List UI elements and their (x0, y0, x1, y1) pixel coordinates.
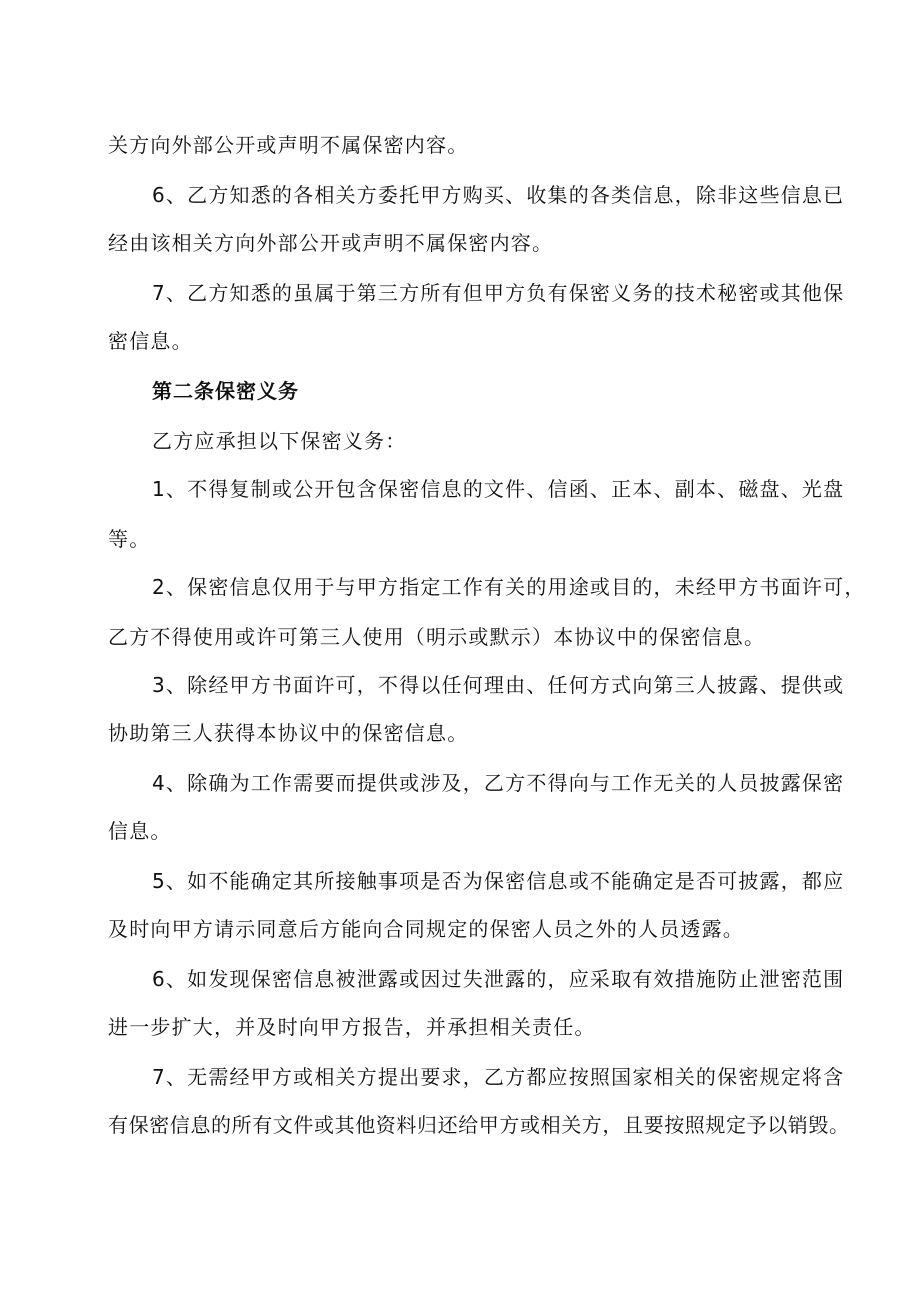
text-line: 7、乙方知悉的虽属于第三方所有但甲方负有保密义务的技术秘密或其他保 (152, 281, 845, 305)
text-line: 6、乙方知悉的各相关方委托甲方购买、收集的各类信息，除非这些信息已 (152, 183, 845, 207)
text-line: 乙方不得使用或许可第三人使用（明示或默示）本协议中的保密信息。 (108, 625, 766, 649)
text-line: 信息。 (108, 819, 172, 843)
text-line: 2、保密信息仅用于与甲方指定工作有关的用途或目的，未经甲方书面许可， (152, 575, 866, 599)
text-line: 进一步扩大，并及时向甲方报告，并承担相关责任。 (108, 1015, 596, 1039)
text-line: 7、无需经甲方或相关方提出要求，乙方都应按照国家相关的保密规定将含 (152, 1065, 845, 1089)
text-line: 及时向甲方请示同意后方能向合同规定的保密人员之外的人员透露。 (108, 917, 744, 941)
text-line: 6、如发现保密信息被泄露或因过失泄露的，应采取有效措施防止泄密范围 (152, 967, 845, 991)
text-line: 关方向外部公开或声明不属保密内容。 (108, 133, 469, 157)
text-line: 密信息。 (108, 329, 193, 353)
text-line: 经由该相关方向外部公开或声明不属保密内容。 (108, 231, 554, 255)
text-line: 等。 (108, 527, 151, 551)
text-line: 乙方应承担以下保密义务： (152, 429, 407, 453)
text-line: 有保密信息的所有文件或其他资料归还给甲方或相关方，且要按照规定予以销毁。 (108, 1113, 850, 1137)
text-line: 1、不得复制或公开包含保密信息的文件、信函、正本、副本、磁盘、光盘 (152, 477, 845, 501)
section-heading: 第二条保密义务 (152, 379, 299, 403)
text-line: 协助第三人获得本协议中的保密信息。 (108, 721, 469, 745)
text-line: 5、如不能确定其所接触事项是否为保密信息或不能确定是否可披露，都应 (152, 869, 845, 893)
text-line: 3、除经甲方书面许可，不得以任何理由、任何方式向第三人披露、提供或 (152, 673, 845, 697)
text-line: 4、除确为工作需要而提供或涉及，乙方不得向与工作无关的人员披露保密 (152, 771, 845, 795)
